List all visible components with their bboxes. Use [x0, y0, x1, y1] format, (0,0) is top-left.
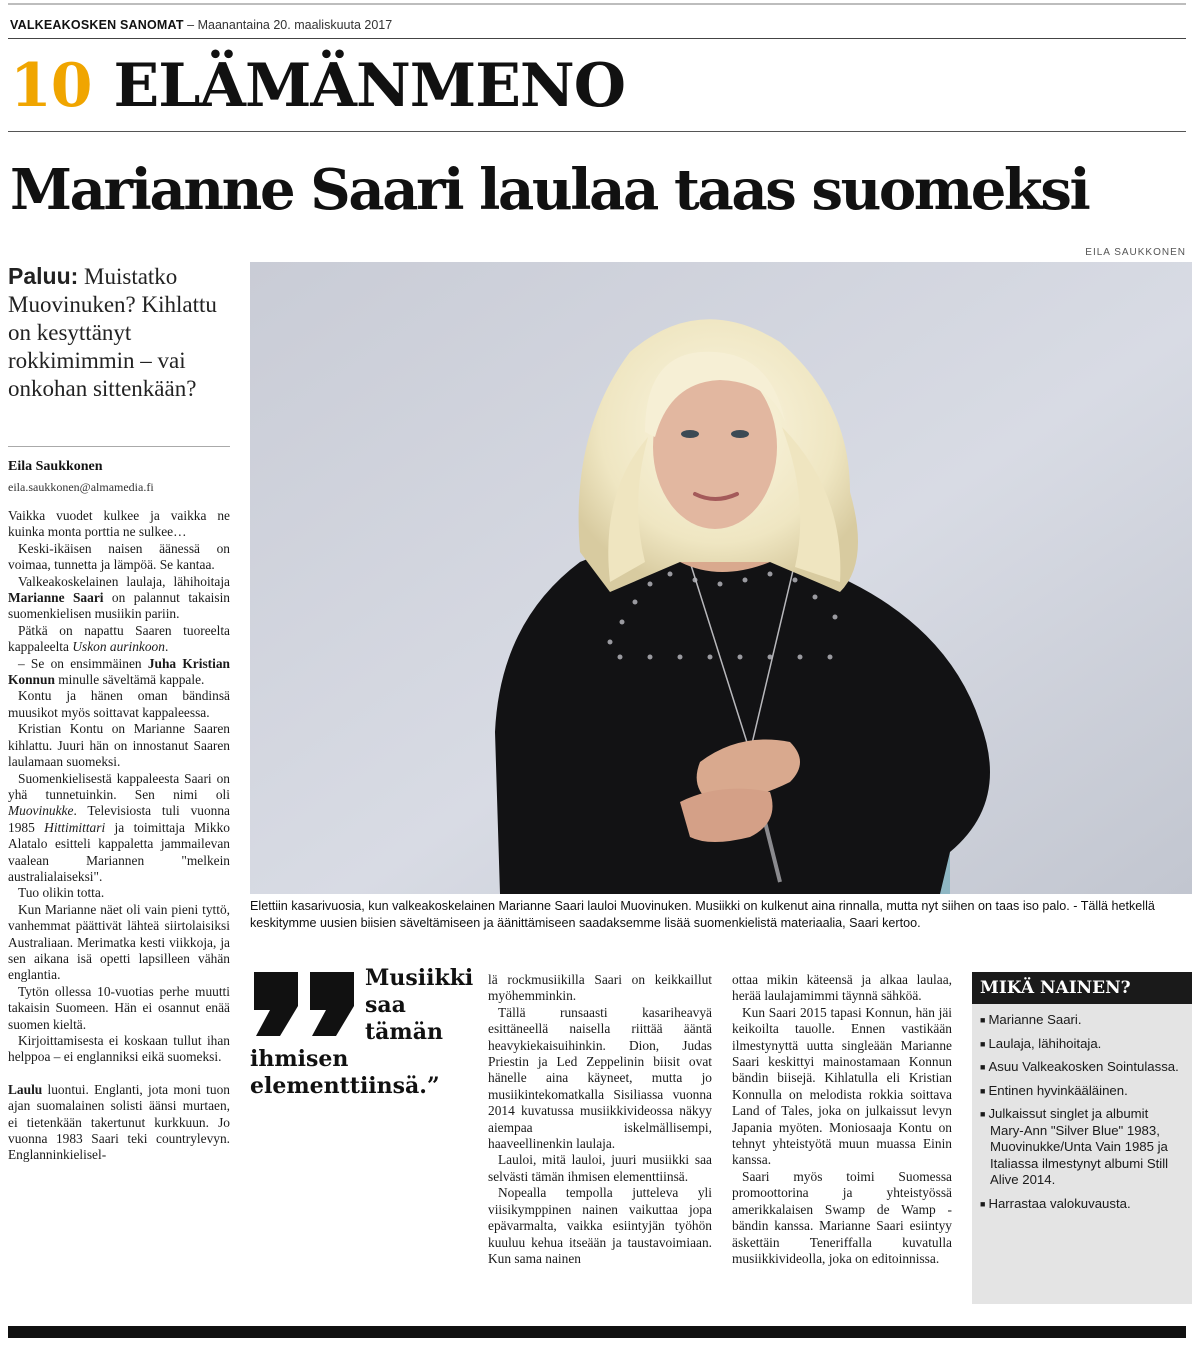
song-title: Uskon aurinkoon	[72, 639, 165, 655]
masthead	[10, 18, 392, 32]
section-rule	[8, 131, 1186, 132]
paper-name: VALKEAKOSKEN SANOMAT	[10, 18, 184, 32]
fact-item: ■ Laulaja, lähihoitaja.	[980, 1036, 1184, 1053]
paragraph: – Se on ensimmäinen Juha Kristian Konnun minulle säveltämä kappale.	[8, 655, 230, 688]
pull-quote-line: elementtiinsä.”	[250, 1073, 440, 1099]
fact-item: ■ Entinen hyvinkääläinen.	[980, 1083, 1184, 1100]
fact-item: ■ Asuu Valkeakosken Sointulassa.	[980, 1059, 1184, 1076]
lead-divider	[8, 446, 230, 447]
lead-paragraph	[8, 262, 238, 403]
paragraph: Pätkä on napattu Saaren tuoreelta kappaleelta Uskon aurinkoon.	[8, 622, 230, 655]
paragraph: Keski-ikäisen naisen äänessä on voimaa, tunnetta ja lämpöä. Se kantaa.	[8, 540, 230, 573]
top-rule	[8, 3, 1186, 5]
masthead-separator: –	[187, 18, 195, 32]
fact-list	[972, 1004, 1192, 1212]
pull-quote-line: saa	[365, 992, 406, 1018]
lead-text: Muistatko Muovinuken? Kihlattu on kesyttänyt rokkimimmin – vai onkohan sittenkään?	[8, 264, 217, 401]
paragraph: Valkeakoskelainen laulaja, lähihoitaja Marianne Saari on palannut takaisin suomenkielisen musiikin pariin.	[8, 573, 230, 622]
paragraph: Tuo olikin totta.	[18, 885, 105, 901]
photo-credit: EILA SAUKKONEN	[1085, 247, 1186, 258]
paragraph: Nopealla tempolla jutteleva yli viisikymppinen nainen vaikuttaa jopa epävarmalta, vaikka esiintyjän työhön kuuluu kehua itseään ja taustavoimiaan. Kun sama nainen	[488, 1185, 712, 1266]
fact-box-title: MIKÄ NAINEN?	[972, 972, 1192, 1004]
section-name: ELÄMÄNMENO	[113, 51, 626, 121]
paragraph: Kun Marianne näet oli vain pieni tyttö, vanhemmat päättivät lähteä siirtolaisiksi Australiaan. Merimatka kesti viikkoja, ja sen aikana isä opetti lapsilleen vähän englantia.	[8, 901, 230, 983]
article-column-4	[732, 972, 952, 1312]
paragraph: ottaa mikin käteensä ja alkaa laulaa, herää laulajamimmi täynnä sähköä.	[732, 972, 952, 1004]
show-title: Hittimittari	[44, 819, 106, 835]
paragraph: Suomenkielisestä kappaleesta Saari on yhä tunnetuinkin. Sen nimi oli Muovinukke. Televisiosta tuli vuonna 1985 Hittimittari ja toimittaja Mikko Alatalo esitteli kappaletta jammailevan vaalean Mariannen "melkein australialaiseksi".	[8, 770, 230, 884]
issue-date: Maanantaina 20. maaliskuuta 2017	[197, 18, 393, 32]
song-title: Muovinukke	[8, 803, 74, 819]
pull-quote-line: tämän	[365, 1019, 443, 1045]
section-header	[10, 46, 625, 126]
person-name: Juha Kristian Konnun	[8, 655, 230, 688]
headline: Marianne Saari laulaa taas suomeksi	[10, 157, 1089, 223]
paragraph: Kun Saari 2015 tapasi Konnun, hän jäi keikoilta tauolle. Ennen vastikään ilmestynyttä uutta singleään Marianne Saari keskittyi mainostamaan Konnun bändin biisejä. Kihlatulla eli Kristian Konnulla on melodista rokkia soittava Land of Tales, joka on julkaissut levyn Japania myöten. Moniosaaja Kontu on tehnyt yhteistyötä muun muassa Einin kanssa.	[732, 1004, 952, 1168]
byline-email: eila.saukkonen@almamedia.fi	[8, 480, 154, 494]
paragraph: lä rockmusiikilla Saari on keikkaillut myöhemminkin.	[488, 972, 712, 1004]
fact-item: ■ Harrastaa valokuvausta.	[980, 1196, 1184, 1213]
portrait-illustration	[250, 262, 1192, 894]
paragraph: Laulu luontui. Englanti, jota moni tuon ajan suomalainen solisti äänsi murtaen, ei tietenkään takertunut kurkkuun. Jo vuonna 1983 Saari teki countrylevyn. Englanninkielisel-	[8, 1081, 230, 1163]
fact-box	[972, 972, 1192, 1304]
fact-item: ■ Marianne Saari.	[980, 1012, 1184, 1029]
paragraph: Lauloi, mitä lauloi, juuri musiikki saa selvästi tämän ihmisen elementtiinsä.	[488, 1152, 712, 1184]
fact-item: ■ Julkaissut singlet ja albumit Mary-Ann "Silver Blue" 1983, Muovinukke/Unta Vain 1985 ja Italiassa ilmestynyt albumi Still Alive 2014.	[980, 1106, 1184, 1189]
paragraph: Kristian Kontu on Marianne Saaren kihlattu. Juuri hän on innostanut Saaren laulamaan suomeksi.	[8, 721, 230, 770]
bottom-rule	[8, 1326, 1186, 1338]
lead-label: Paluu:	[8, 263, 79, 289]
paragraph: Saari myös toimi Suomessa promoottorina ja yhteistyössä amerikkalaisen Swamp de Wamp -bändin kanssa. Marianne Saari esiintyy äskettäin Teneriffalla kuvatulla musiikkivideolla, joka on editoinnissa.	[732, 1168, 952, 1266]
article-column-1	[8, 508, 230, 1318]
paragraph: Tällä runsaasti kasariheavyä esittäneellä naisella riittää ääntä heavykiekaisuihinkin. Dion, Judas Priestin ja Led Zeppelinin biisit ovat hänelle aina käyneet, mutta jo musiikintekomatkalla Sisiliassa vuonna 2014 kuvatussa musiikkivideossa näkyy aiempaa iskelmällisempi, haaveellinenkin laulaja.	[488, 1004, 712, 1152]
pull-quote-line: Musiikki	[365, 965, 474, 991]
paragraph: Vaikka vuodet kulkee ja vaikka ne kuinka monta porttia ne sulkee…	[8, 508, 230, 540]
pull-quote-line: ihmisen	[250, 1046, 349, 1072]
article-photo	[250, 262, 1192, 894]
page-number: 10	[10, 51, 92, 121]
byline-name: Eila Saukkonen	[8, 459, 103, 474]
person-name: Marianne Saari	[8, 590, 104, 606]
subhead-lead: Laulu	[8, 1081, 43, 1097]
article-column-3	[488, 972, 712, 1312]
pull-quote	[250, 965, 478, 1100]
masthead-rule	[8, 38, 1186, 39]
paragraph: Tytön ollessa 10-vuotias perhe muutti takaisin Suomeen. Hän ei osannut enää suomen kieltä.	[8, 983, 230, 1032]
paragraph: Kirjoittamisesta ei koskaan tullut ihan helppoa – ei englanniksi eikä suomeksi.	[8, 1033, 230, 1065]
paragraph: Kontu ja hänen oman bändinsä muusikot myös soittavat kappaleessa.	[8, 688, 230, 720]
photo-caption: Elettiin kasarivuosia, kun valkeakoskelainen Marianne Saari lauloi Muovinuken. Musiikki on kulkenut aina rinnalla, mutta nyt siihen on taas iso palo. - Tällä hetkellä keskitymme uusien biisien säveltämiseen ja äänittämiseen saadaksemme lisää suomenkielistä materiaalia, Saari kertoo.	[250, 899, 1155, 930]
